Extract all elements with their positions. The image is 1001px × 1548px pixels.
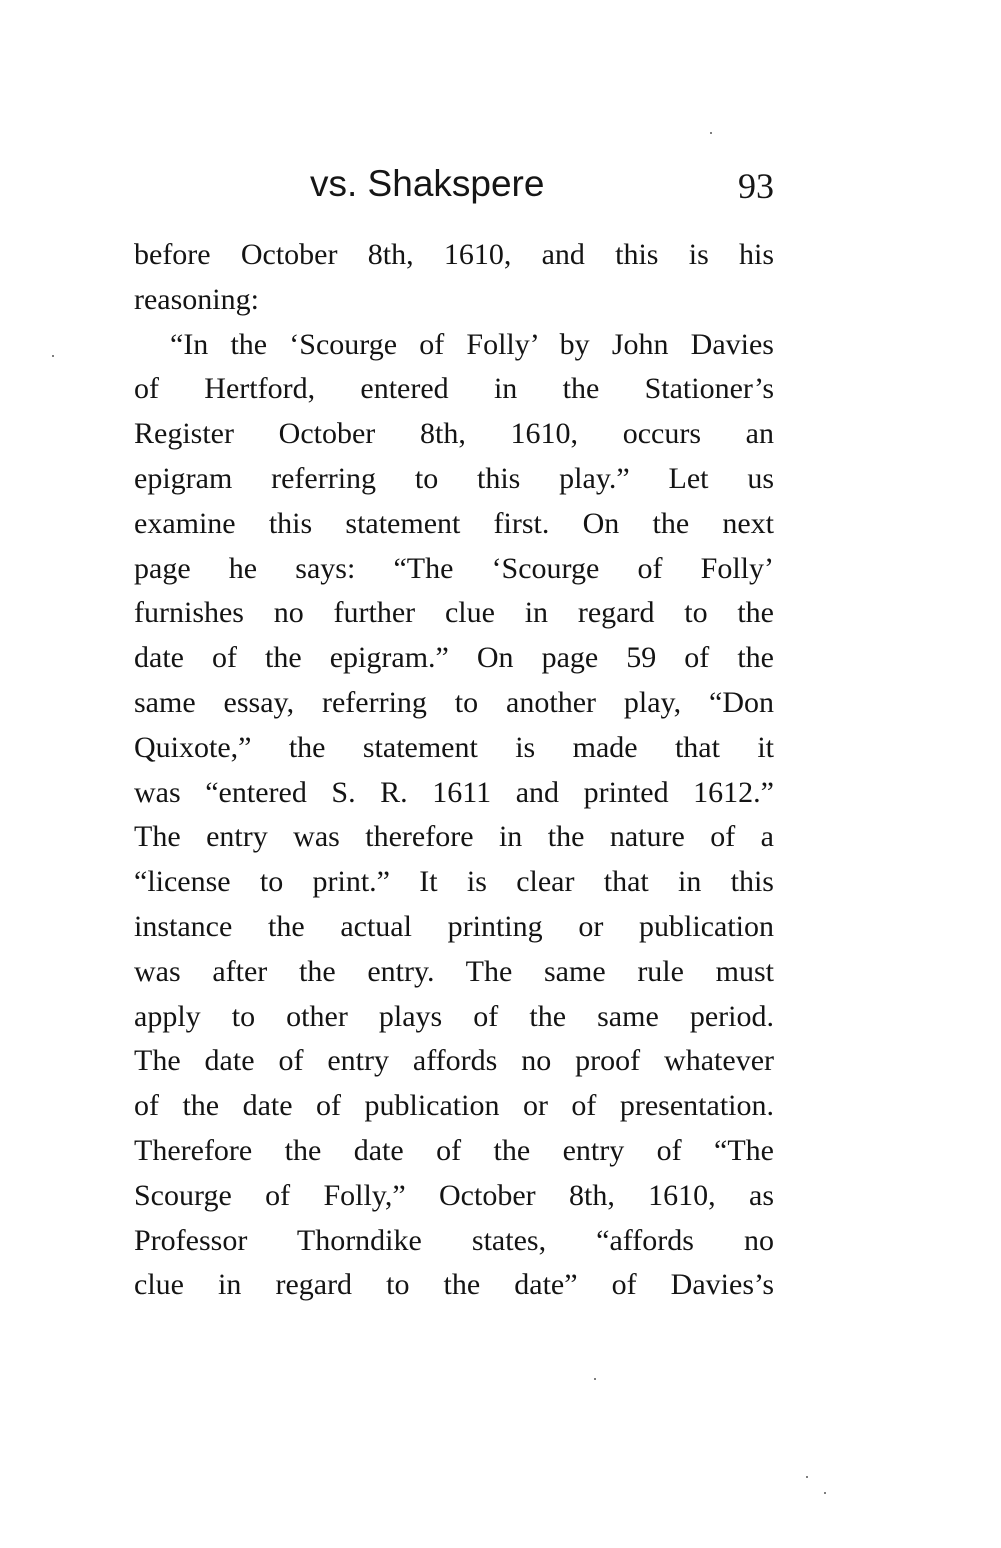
text-line: Quixote,” the statement is made that it xyxy=(134,730,774,764)
text-line: epigram referring to this play.” Let us xyxy=(134,461,774,495)
text-line: same essay, referring to another play, “Don xyxy=(134,685,774,719)
page-number: 93 xyxy=(738,166,774,206)
text-line: furnishes no further clue in regard to the xyxy=(134,596,774,630)
text-line: instance the actual printing or publication xyxy=(134,909,774,943)
text-line: before October 8th, 1610, and this is his xyxy=(134,238,774,271)
text-line: Therefore the date of the entry of “The xyxy=(134,1133,774,1167)
text-line: was after the entry. The same rule must xyxy=(134,954,774,988)
scan-speck xyxy=(824,1492,826,1494)
text-line: of the date of publication or of presentation. xyxy=(134,1089,774,1123)
scan-speck xyxy=(52,355,54,357)
text-line: Register October 8th, 1610, occurs an xyxy=(134,417,774,451)
text-line: was “entered S. R. 1611 and printed 1612.” xyxy=(134,775,774,809)
body-text xyxy=(134,233,774,1308)
scan-speck xyxy=(594,1378,596,1380)
text-line: “license to print.” It is clear that in this xyxy=(134,865,774,899)
text-line: of Hertford, entered in the Stationer’s xyxy=(134,372,774,406)
text-line: Scourge of Folly,” October 8th, 1610, as xyxy=(134,1178,774,1212)
text-line: date of the epigram.” On page 59 of the xyxy=(134,641,774,675)
scan-speck xyxy=(806,1476,808,1478)
text-line: The date of entry affords no proof whatever xyxy=(134,1044,774,1078)
text-line: examine this statement first. On the next xyxy=(134,506,774,540)
running-title: vs. Shakspere xyxy=(310,163,545,204)
running-head xyxy=(134,160,774,212)
text-line: apply to other plays of the same period. xyxy=(134,999,774,1033)
scan-speck xyxy=(710,132,712,134)
text-line: Professor Thorndike states, “affords no xyxy=(134,1223,774,1257)
text-line: clue in regard to the date” of Davies’s xyxy=(134,1268,774,1302)
text-line: “In the ‘Scourge of Folly’ by John Davies xyxy=(170,327,774,361)
text-line: reasoning: xyxy=(134,282,259,316)
text-line: The entry was therefore in the nature of a xyxy=(134,820,774,854)
text-line: page he says: “The ‘Scourge of Folly’ xyxy=(134,551,774,585)
